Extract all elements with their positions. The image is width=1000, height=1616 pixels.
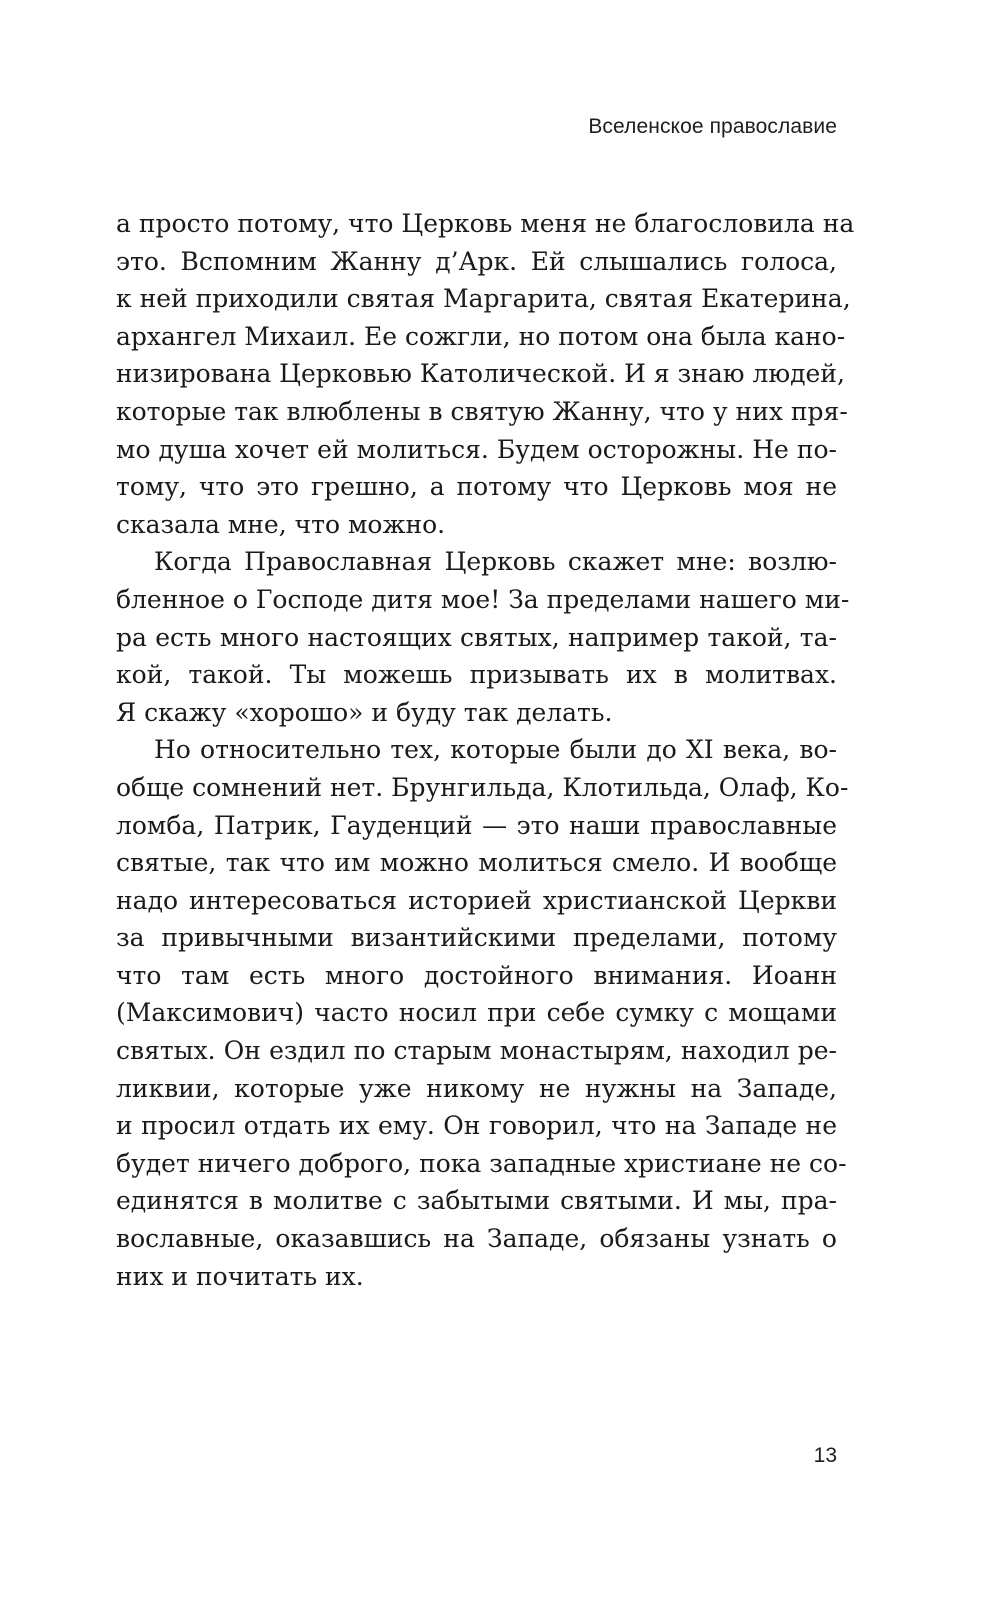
text-line: единятся в молитве с забытыми святыми. И мы, пра- [116,1186,837,1216]
text-line: святые, так что им можно молиться смело. И вообще [116,848,837,878]
text-line: ра есть много настоящих святых, например такой, та- [116,622,837,652]
text-line: архангел Михаил. Ее сожгли, но потом она была кано- [116,321,846,351]
text-line: к ней приходили святая Маргарита, святая Екатерина, [116,284,851,314]
text-line: святых. Он ездил по старым монастырям, находил ре- [116,1036,837,1066]
text-line: а просто потому, что Церковь меня не благословила на [116,209,855,238]
page-number: 13 [813,1444,837,1467]
paragraph [116,543,850,731]
text-line: надо интересоваться историей христианской Церкви [116,885,837,915]
text-line: ломба, Патрик, Гауденций — это наши православные [116,810,837,840]
running-header: Вселенское православие [588,115,837,138]
text-line: тому, что это грешно, а потому что Церковь моя не [116,472,837,502]
text-line: Но относительно тех, которые были до XI века, во- [154,735,837,765]
text-line: ликвии, которые уже никому не нужны на Западе, [116,1073,837,1103]
paragraph [116,205,855,543]
text-line: это. Вспомним Жанну д’Арк. Ей слышались голоса, [116,246,837,276]
text-line: кой, такой. Ты можешь призывать их в молитвах. [116,660,837,690]
text-line: них и почитать их. [116,1261,364,1291]
text-line: обще сомнений нет. Брунгильда, Клотильда, Олаф, Ко- [116,772,849,802]
body-text [116,205,855,1295]
text-line: низирована Церковью Католической. И я знаю людей, [116,359,845,389]
text-line: (Максимович) часто носил при себе сумку с мощами [116,998,837,1028]
text-line: бленное о Господе дитя мое! За пределами нашего ми- [116,584,850,614]
text-line: Когда Православная Церковь скажет мне: возлю- [154,547,837,577]
text-line: вославные, оказавшись на Западе, обязаны узнать о [116,1224,837,1254]
text-line: сказала мне, что можно. [116,509,446,539]
paragraph [116,731,849,1295]
text-line: которые так влюблены в святую Жанну, что у них пря- [116,396,848,426]
text-line: Я скажу «хорошо» и буду так делать. [116,697,613,727]
text-line: за привычными византийскими пределами, потому [116,923,837,953]
text-line: будет ничего доброго, пока западные христиане не со- [116,1148,847,1178]
text-line: мо душа хочет ей молиться. Будем осторожны. Не по- [116,434,837,464]
text-line: что там есть много достойного внимания. Иоанн [116,960,837,990]
text-line: и просил отдать их ему. Он говорил, что на Западе не [116,1111,837,1141]
